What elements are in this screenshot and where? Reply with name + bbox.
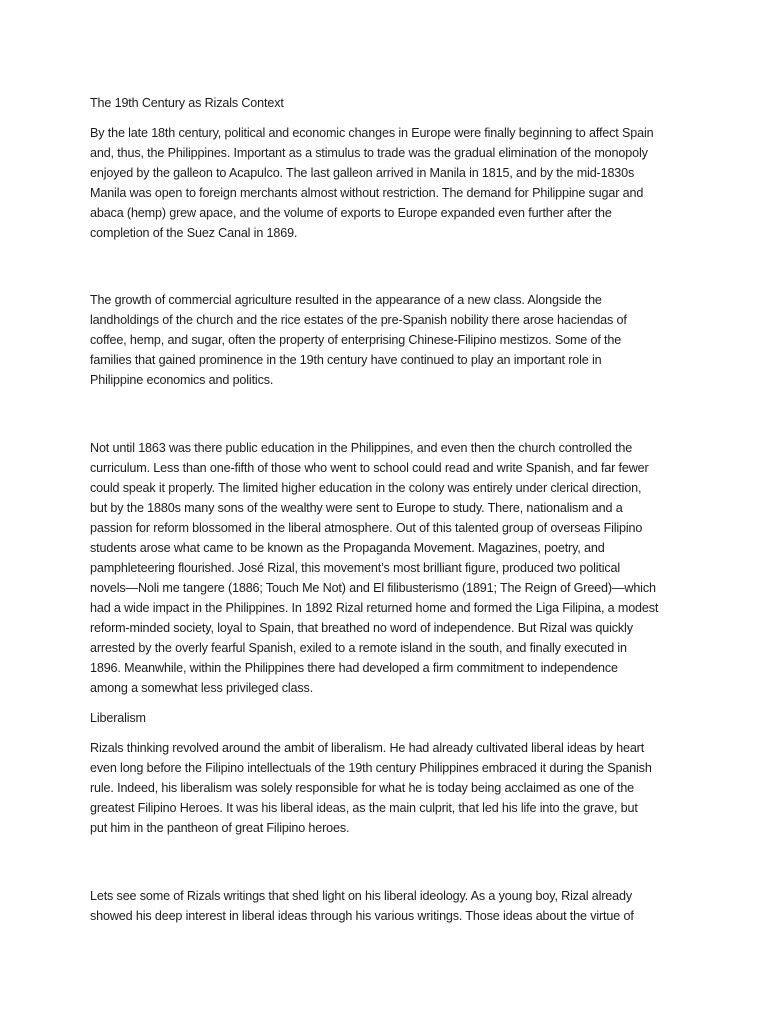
text-line: among a somewhat less privileged class. xyxy=(90,681,314,695)
document-body xyxy=(90,93,680,926)
text-line: 1896. Meanwhile, within the Philippines there had developed a firm commitment to independence xyxy=(90,661,618,675)
document-title: The 19th Century as Rizals Context xyxy=(90,96,284,110)
text-line: Rizals thinking revolved around the ambit of liberalism. He had already cultivated liberal ideas by heart xyxy=(90,741,645,755)
text-line: put him in the pantheon of great Filipino heroes. xyxy=(90,821,350,835)
text-line: novels—Noli me tangere (1886; Touch Me Not) and El filibusterismo (1891; The Reign of Greed)—which xyxy=(90,581,656,595)
paragraph-commercial-agriculture xyxy=(90,290,680,390)
text-line: but by the 1880s many sons of the wealthy were sent to Europe to study. There, nationalism and a xyxy=(90,501,623,515)
text-line: coffee, hemp, and sugar, often the property of enterprising Chinese-Filipino mestizos. Some of the xyxy=(90,333,622,347)
text-line: enjoyed by the galleon to Acapulco. The last galleon arrived in Manila in 1815, and by the mid-1830s xyxy=(90,166,635,180)
text-line: Philippine economics and politics. xyxy=(90,373,274,387)
text-line: landholdings of the church and the rice estates of the pre-Spanish nobility there arose haciendas of xyxy=(90,313,627,327)
text-line: completion of the Suez Canal in 1869. xyxy=(90,226,298,240)
text-line: families that gained prominence in the 19th century have continued to play an important role in xyxy=(90,353,602,367)
text-line: pamphleteering flourished. José Rizal, this movement’s most brilliant figure, produced two political xyxy=(90,561,621,575)
paragraph-rizal-writings xyxy=(90,886,680,926)
text-line: showed his deep interest in liberal ideas through his various writings. Those ideas about the virtue of xyxy=(90,909,634,923)
paragraph-economic-changes xyxy=(90,123,680,243)
text-line: Manila was open to foreign merchants almost without restriction. The demand for Philippine sugar and xyxy=(90,186,644,200)
text-line: could speak it properly. The limited higher education in the colony was entirely under clerical direction, xyxy=(90,481,642,495)
text-line: even long before the Filipino intellectuals of the 19th century Philippines embraced it during the Spanish xyxy=(90,761,652,775)
text-line: The growth of commercial agriculture resulted in the appearance of a new class. Alongside the xyxy=(90,293,602,307)
text-line: and, thus, the Philippines. Important as a stimulus to trade was the gradual elimination of the monopoly xyxy=(90,146,648,160)
text-line: abaca (hemp) grew apace, and the volume of exports to Europe expanded even further after the xyxy=(90,206,612,220)
text-line: greatest Filipino Heroes. It was his liberal ideas, as the main culprit, that led his life into the grave, but xyxy=(90,801,638,815)
text-line: Lets see some of Rizals writings that shed light on his liberal ideology. As a young boy, Rizal already xyxy=(90,889,633,903)
text-line: rule. Indeed, his liberalism was solely responsible for what he is today being acclaimed as one of the xyxy=(90,781,635,795)
text-line: passion for reform blossomed in the liberal atmosphere. Out of this talented group of overseas Filipino xyxy=(90,521,643,535)
paragraph-rizal-liberalism xyxy=(90,738,680,838)
paragraph-public-education xyxy=(90,438,680,698)
text-line: students arose what came to be known as the Propaganda Movement. Magazines, poetry, and xyxy=(90,541,605,555)
text-line: curriculum. Less than one-fifth of those who went to school could read and write Spanish, and far fewer xyxy=(90,461,649,475)
text-line: By the late 18th century, political and economic changes in Europe were finally beginning to affect Spain xyxy=(90,126,654,140)
text-line: reform-minded society, loyal to Spain, that breathed no word of independence. But Rizal was quickly xyxy=(90,621,633,635)
section-heading-liberalism: Liberalism xyxy=(90,711,146,725)
text-line: had a wide impact in the Philippines. In 1892 Rizal returned home and formed the Liga Filipina, a modest xyxy=(90,601,659,615)
text-line: arrested by the overly fearful Spanish, exiled to a remote island in the south, and finally executed in xyxy=(90,641,627,655)
text-line: Not until 1863 was there public education in the Philippines, and even then the church controlled the xyxy=(90,441,633,455)
